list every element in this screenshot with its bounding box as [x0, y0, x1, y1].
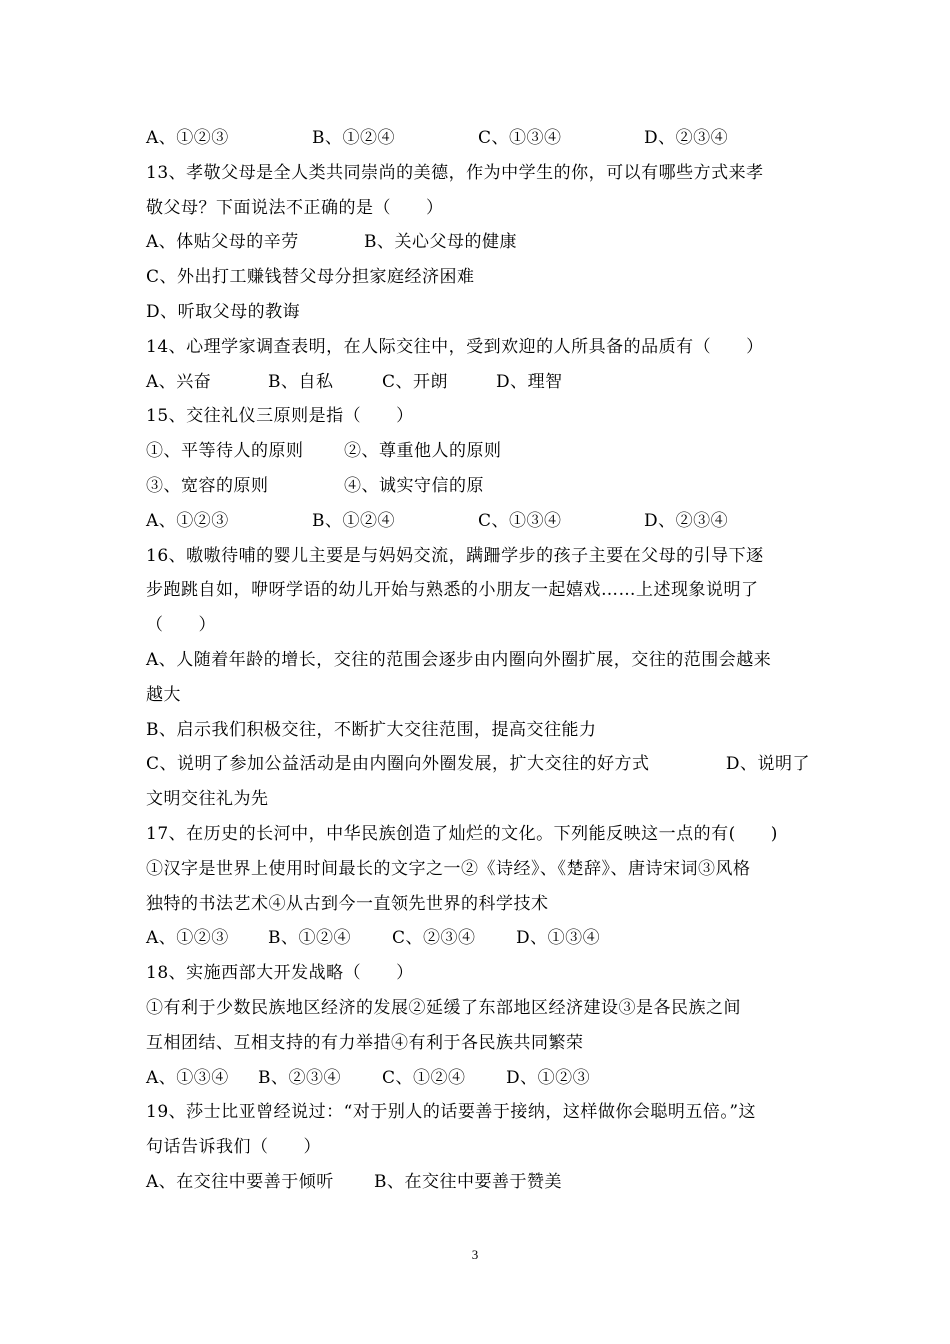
q16-option-a-line-2: 越大 [146, 684, 181, 705]
option-c: C、①③④ [478, 128, 562, 148]
option-a: A、体贴父母的辛劳 [146, 232, 299, 253]
q17-stem: 17、在历史的长河中，中华民族创造了灿烂的文化。下列能反映这一点的有( ) [146, 823, 778, 844]
q16-option-a-line-1: A、人随着年龄的增长，交往的范围会逐步由内圈向外圈扩展，交往的范围会越来 [146, 649, 772, 670]
q14-options [146, 365, 810, 400]
page-number: 3 [471, 1247, 479, 1262]
option-b: B、①②④ [268, 928, 351, 949]
q17-options [146, 921, 810, 956]
option-a: A、①③④ [146, 1067, 229, 1088]
item-1: ①、平等待人的原则 [146, 441, 304, 462]
q18-items-line-1: ①有利于少数民族地区经济的发展②延缓了东部地区经济建设③是各民族之间 [146, 997, 741, 1018]
q15-options [146, 504, 810, 539]
q19-options-ab [146, 1165, 810, 1200]
q13-stem-line-1: 13、孝敬父母是全人类共同崇尚的美德，作为中学生的你，可以有哪些方式来孝 [146, 162, 764, 183]
option-a: A、①②③ [146, 928, 229, 949]
option-d: D、②③④ [644, 510, 729, 531]
option-a: A、①②③ [146, 510, 229, 531]
option-b: B、在交往中要善于赞美 [374, 1171, 562, 1192]
option-a: A、兴奋 [146, 371, 212, 392]
q19-stem-line-1: 19、莎士比亚曾经说过：“对于别人的话要善于接纳，这样做你会聪明五倍。”这 [146, 1102, 757, 1123]
item-4: ④、诚实守信的原 [344, 475, 484, 496]
q18-options [146, 1061, 810, 1096]
q19-stem-line-2: 句话告诉我们（ ） [146, 1137, 321, 1158]
option-d: D、说明了 [725, 754, 810, 775]
q15-items-34 [146, 469, 810, 504]
option-d: D、①③④ [516, 928, 601, 949]
q13-option-c: C、外出打工赚钱替父母分担家庭经济困难 [146, 267, 475, 288]
option-b: B、①②④ [312, 510, 395, 531]
q17-items-line-2: 独特的书法艺术④从古到今一直领先世界的科学技术 [146, 893, 549, 914]
q18-stem: 18、实施西部大开发战略（ ） [146, 963, 414, 984]
q16-stem-line-1: 16、嗷嗷待哺的婴儿主要是与妈妈交流，蹒跚学步的孩子主要在父母的引导下逐 [146, 545, 764, 566]
q13-option-d: D、听取父母的教诲 [146, 301, 301, 322]
option-b: B、①②④ [312, 128, 395, 148]
option-a: A、①②③ [146, 128, 229, 148]
option-c: C、①③④ [478, 510, 562, 531]
option-c: C、①②④ [382, 1067, 466, 1088]
option-d: D、①②③ [506, 1067, 591, 1088]
q16-options-cd [146, 747, 810, 782]
q12-options [146, 121, 810, 156]
option-b: B、②③④ [258, 1067, 341, 1088]
q14-stem: 14、心理学家调查表明，在人际交往中，受到欢迎的人所具备的品质有（ ） [146, 336, 764, 357]
option-d: D、②③④ [644, 128, 729, 148]
option-b: B、自私 [268, 371, 334, 392]
q18-items-line-2: 互相团结、互相支持的有力举措④有利于各民族共同繁荣 [146, 1032, 584, 1053]
q13-stem-line-2: 敬父母？下面说法不正确的是（ ） [146, 197, 444, 218]
q16-option-b: B、启示我们积极交往，不断扩大交往范围，提高交往能力 [146, 719, 597, 740]
q16-stem-line-2: 步跑跳自如，咿呀学语的幼儿开始与熟悉的小朋友一起嬉戏……上述现象说明了 [146, 580, 759, 601]
option-a: A、在交往中要善于倾听 [146, 1171, 334, 1192]
item-2: ②、尊重他人的原则 [344, 441, 502, 462]
item-3: ③、宽容的原则 [146, 475, 269, 496]
q17-items-line-1: ①汉字是世界上使用时间最长的文字之一②《诗经》、《楚辞》、唐诗宋词③风格 [146, 858, 751, 879]
option-d: D、理智 [496, 371, 563, 392]
q13-options-ab [146, 225, 810, 260]
option-c: C、开朗 [382, 371, 449, 392]
option-c: C、②③④ [392, 928, 476, 949]
q16-stem-line-3: （ ） [146, 615, 216, 636]
question-content [146, 121, 810, 1200]
option-c: C、说明了参加公益活动是由内圈向外圈发展，扩大交往的好方式 [146, 754, 650, 775]
q16-option-d-line-2: 文明交往礼为先 [146, 789, 269, 810]
q15-stem: 15、交往礼仪三原则是指（ ） [146, 406, 414, 427]
q15-items-12 [146, 434, 810, 469]
option-b: B、关心父母的健康 [364, 232, 517, 253]
